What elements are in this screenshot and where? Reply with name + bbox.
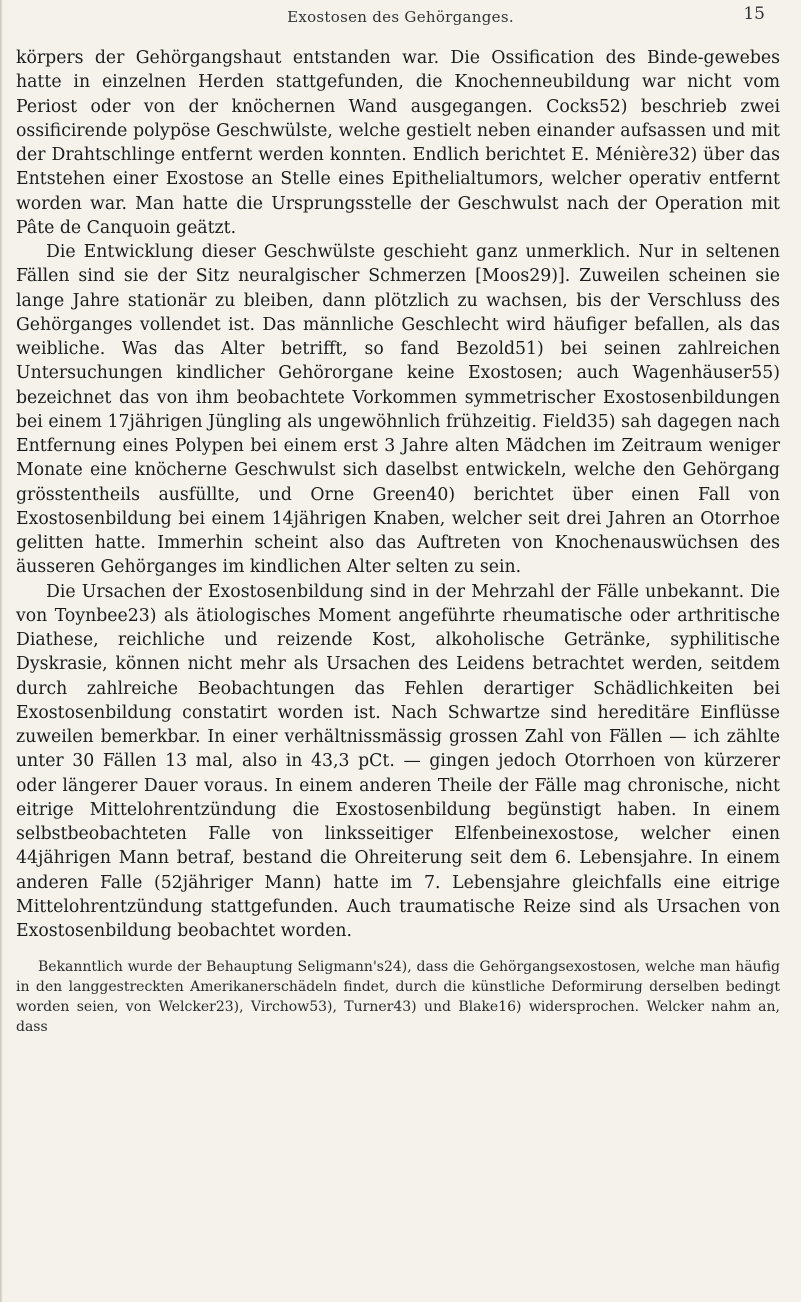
page-gutter-shadow — [0, 0, 3, 1302]
paragraph-2: Die Entwicklung dieser Geschwülste geschieht ganz unmerklich. Nur in seltenen Fällen sind sie der Sitz neuralgischer Schmerzen [Moos29)]. Zuweilen scheinen sie lange Jahre stationär zu bleiben, dann plötzlich zu wachsen, bis der Verschluss des Gehörganges vollendet ist. Das männliche Geschlecht wird häufiger befallen, als das weibliche. Was das Alter betrifft, so fand Bezold51) bei seinen zahlreichen Untersuchungen kindlicher Gehörorgane keine Exostosen; auch Wagenhäuser55) bezeichnet das von ihm beobachtete Vorkommen symmetrischer Exostosenbildungen bei einem 17jährigen Jüngling als ungewöhnlich frühzeitig. Field35) sah dagegen nach Entfernung eines Polypen bei einem erst 3 Jahre alten Mädchen im Zeitraum weniger Monate eine knöcherne Geschwulst sich daselbst entwickeln, welche den Gehörgang grösstentheils ausfüllte, und Orne Green40) berichtet über einen Fall von Exostosenbildung bei einem 14jährigen Knaben, welcher seit drei Jahren an Otorrhoe gelitten hatte. Immerhin scheint also das Auftreten von Knochenauswüchsen des äusseren Gehörganges im kindlichen Alter selten zu sein. — [16, 242, 780, 578]
page-number: 15 — [743, 4, 765, 24]
footnote-text: Bekanntlich wurde der Behauptung Seligmann's24), dass die Gehörgangsexostosen, welche man häufig in den langgestreckten Amerikanerschädeln findet, durch die künstliche Deformirung derselben bedingt worden seien, von Welcker23), Virchow53), Turner43) und Blake16) widersprochen. Welcker nahm an, dass — [16, 959, 780, 1036]
paragraph-3: Die Ursachen der Exostosenbildung sind in der Mehrzahl der Fälle unbekannt. Die von Toynbee23) als ätiologisches Moment angeführte rheumatische oder arthritische Diathese, reichliche und reizende Kost, alkoholische Getränke, syphilitische Dyskrasie, können nicht mehr als Ursachen des Leidens betrachtet werden, seitdem durch zahlreiche Beobachtungen das Fehlen derartiger Schädlichkeiten bei Exostosenbildung constatirt worden ist. Nach Schwartze sind hereditäre Einflüsse zuweilen bemerkbar. In einer verhältnissmässig grossen Zahl von Fällen — ich zählte unter 30 Fällen 13 mal, also in 43,3 pCt. — gingen jedoch Otorrhoen von kürzerer oder längerer Dauer voraus. In einem anderen Theile der Fälle mag chronische, nicht eitrige Mittelohrentzündung die Exostosenbildung begünstigt haben. In einem selbstbeobachteten Falle von linksseitiger Elfenbeinexostose, welcher einen 44jährigen Mann betraf, bestand die Ohreiterung seit dem 6. Lebensjahre. In einem anderen Falle (52jähriger Mann) hatte im 7. Lebensjahre gleichfalls eine eitrige Mittelohrentzündung stattgefunden. Auch traumatische Reize sind als Ursachen von Exostosenbildung beobachtet worden. — [16, 581, 780, 941]
running-title: Exostosen des Gehörganges. — [287, 8, 514, 26]
paragraph-1: körpers der Gehörgangshaut entstanden war. Die Ossification des Binde-gewebes hatte in einzelnen Herden stattgefunden, die Knochenneubildung war nicht vom Periost oder von der knöchernen Wand ausgegangen. Cocks52) beschrieb zwei ossificirende polypöse Geschwülste, welche gestielt neben einander aufsassen und mit der Drahtschlinge entfernt werden konnten. Endlich berichtet E. Ménière32) über das Entstehen einer Exostose an Stelle eines Epithelialtumors, welcher operativ entfernt worden war. Man hatte die Ursprungsstelle der Geschwulst nach der Operation mit Pâte de Canquoin geätzt. — [16, 48, 780, 238]
body-text — [16, 46, 780, 1037]
